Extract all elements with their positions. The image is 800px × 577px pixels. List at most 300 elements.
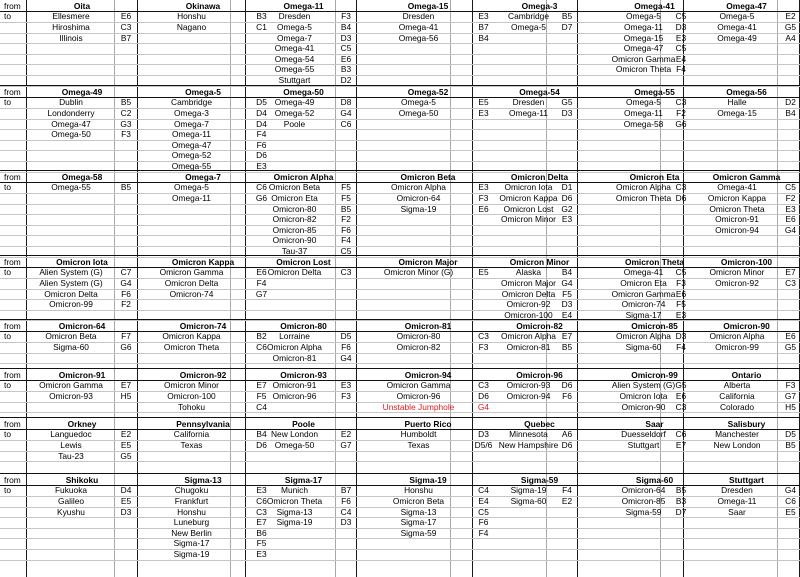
grid-coordinate[interactable]: C3 (256, 506, 267, 517)
grid-coordinate[interactable]: G4 (784, 224, 797, 235)
grid-coordinate[interactable]: F5 (562, 288, 572, 299)
destination-name[interactable]: New Hampshire (498, 439, 559, 450)
system-header[interactable]: Omicron Kappa (171, 256, 235, 267)
destination-name[interactable]: Sigma-59 (400, 527, 437, 538)
system-header[interactable]: Sigma-60 (635, 474, 674, 485)
destination-name[interactable]: Omega-55 (274, 64, 315, 75)
grid-coordinate[interactable]: E4 (675, 53, 687, 64)
system-header[interactable]: Ontario (731, 369, 762, 380)
grid-coordinate[interactable]: E6 (675, 288, 687, 299)
grid-coordinate[interactable]: E3 (256, 485, 267, 496)
grid-coordinate[interactable]: D3 (675, 21, 687, 32)
system-header[interactable]: Sigma-17 (284, 474, 323, 485)
destination-name[interactable]: Illinois (59, 32, 83, 43)
grid-coordinate[interactable]: F6 (478, 517, 489, 528)
destination-name[interactable]: Lewis (60, 439, 82, 450)
grid-coordinate[interactable]: B5 (340, 203, 352, 214)
grid-coordinate[interactable]: E3 (675, 32, 687, 43)
system-header[interactable]: Omicron-99 (631, 369, 678, 380)
destination-name[interactable]: Sigma-19 (510, 485, 547, 496)
system-header[interactable]: Omega-15 (407, 0, 449, 11)
grid-coordinate[interactable]: E4 (478, 495, 489, 506)
grid-coordinate[interactable]: C5 (675, 267, 687, 278)
destination-name[interactable]: Sigma-13 (276, 506, 313, 517)
grid-coordinate[interactable]: E5 (120, 495, 132, 506)
destination-name[interactable]: Omega-50 (51, 129, 91, 140)
destination-name[interactable]: Omicron Alpha (391, 182, 446, 193)
system-header[interactable]: Sigma-19 (409, 474, 447, 485)
grid-coordinate[interactable]: D8 (340, 97, 352, 108)
system-header[interactable]: Omicron-93 (280, 369, 327, 380)
grid-coordinate[interactable]: C5 (340, 245, 352, 256)
grid-coordinate[interactable]: D3 (561, 107, 573, 118)
grid-coordinate[interactable]: E3 (785, 203, 796, 214)
system-header[interactable]: Sigma-59 (520, 474, 559, 485)
system-header[interactable]: Omicron-64 (58, 320, 106, 331)
destination-name[interactable]: Omega-49 (717, 32, 757, 43)
grid-coordinate[interactable]: A4 (785, 32, 796, 43)
grid-coordinate[interactable]: G5 (784, 21, 797, 32)
grid-coordinate[interactable]: D6 (561, 439, 573, 450)
destination-name[interactable]: Unstable Jumphole (382, 401, 455, 412)
system-header[interactable]: Omicron-100 (720, 256, 773, 267)
grid-coordinate[interactable]: F5 (341, 192, 351, 203)
grid-coordinate[interactable]: E6 (675, 390, 687, 401)
grid-coordinate[interactable]: C7 (120, 267, 132, 278)
destination-name[interactable]: Omicron Minor (501, 214, 556, 225)
destination-name[interactable]: Ellesmere (52, 11, 90, 22)
destination-name[interactable]: Omega-5 (626, 11, 661, 22)
destination-name[interactable]: Omicron-74 (169, 288, 214, 299)
grid-coordinate[interactable]: D2 (785, 97, 796, 108)
grid-coordinate[interactable]: B5 (561, 11, 573, 22)
grid-coordinate[interactable]: C6 (256, 495, 267, 506)
destination-name[interactable]: Omicron-80 (396, 331, 441, 342)
grid-coordinate[interactable]: C5 (340, 43, 352, 54)
grid-coordinate[interactable]: E3 (478, 182, 489, 193)
grid-coordinate[interactable]: C3 (478, 380, 489, 391)
destination-name[interactable]: Halle (727, 97, 747, 108)
system-header[interactable]: Omicron-90 (723, 320, 770, 331)
destination-name[interactable]: Alaska (515, 267, 542, 278)
destination-name[interactable]: Poole (283, 118, 306, 129)
destination-name[interactable]: Alien System (G) (39, 277, 103, 288)
grid-coordinate[interactable]: B5 (561, 341, 573, 352)
destination-name[interactable]: Omicron Theta (266, 495, 323, 506)
system-header[interactable]: Omicron Theta (624, 256, 685, 267)
grid-coordinate[interactable]: E6 (256, 267, 267, 278)
system-header[interactable]: Omicron Alpha (273, 171, 334, 182)
grid-coordinate[interactable]: C6 (256, 341, 267, 352)
destination-name[interactable]: Omicron Minor (709, 267, 765, 278)
grid-coordinate[interactable]: D6 (561, 380, 573, 391)
grid-coordinate[interactable]: B7 (120, 32, 132, 43)
destination-name[interactable]: Omicron Beta (45, 331, 97, 342)
destination-name[interactable]: Lorraine (279, 331, 310, 342)
destination-name[interactable]: Omicron-85 (621, 495, 666, 506)
grid-coordinate[interactable]: E7 (675, 439, 687, 450)
grid-coordinate[interactable]: G5 (675, 380, 687, 391)
system-header[interactable]: Poole (292, 418, 315, 429)
destination-name[interactable]: Sigma-19 (276, 517, 313, 528)
grid-coordinate[interactable]: F3 (478, 192, 489, 203)
system-header[interactable]: Omega-47 (726, 0, 767, 11)
grid-coordinate[interactable]: G4 (784, 485, 797, 496)
destination-name[interactable]: Omega-5 (174, 182, 209, 193)
destination-name[interactable]: Omicron Theta (709, 203, 765, 214)
grid-coordinate[interactable]: B7 (340, 485, 352, 496)
destination-name[interactable]: Sigma-19 (173, 548, 210, 559)
system-header[interactable]: Omicron-94 (404, 369, 452, 380)
grid-coordinate[interactable]: B3 (675, 495, 687, 506)
destination-name[interactable]: Omega-11 (509, 107, 548, 118)
destination-name[interactable]: Omicron Gamma (611, 288, 676, 299)
destination-name[interactable]: Omicron Alpha (267, 341, 322, 352)
grid-coordinate[interactable]: F6 (121, 288, 131, 299)
grid-coordinate[interactable]: D3 (340, 517, 352, 528)
grid-coordinate[interactable]: G3 (120, 118, 132, 129)
destination-name[interactable]: Munich (281, 485, 308, 496)
grid-coordinate[interactable]: E6 (785, 214, 796, 225)
destination-name[interactable]: Omicron Delta (44, 288, 98, 299)
system-header[interactable]: Omicron Minor (509, 256, 570, 267)
grid-coordinate[interactable]: E3 (256, 548, 267, 559)
system-header[interactable]: Sigma-13 (184, 474, 222, 485)
grid-coordinate[interactable]: E7 (256, 517, 267, 528)
destination-name[interactable]: Duesseldorf (621, 429, 666, 440)
destination-name[interactable]: Omega-5 (277, 21, 312, 32)
destination-name[interactable]: Omicron-100 (167, 390, 216, 401)
destination-name[interactable]: Omicron-90 (621, 401, 666, 412)
grid-coordinate[interactable]: C3 (675, 182, 687, 193)
grid-coordinate[interactable]: F4 (478, 527, 489, 538)
grid-coordinate[interactable]: C3 (478, 331, 489, 342)
destination-name[interactable]: Dublin (59, 97, 83, 108)
destination-name[interactable]: Omega-55 (51, 182, 91, 193)
destination-name[interactable]: Omicron Delta (267, 267, 322, 278)
grid-coordinate[interactable]: G4 (477, 401, 490, 412)
grid-coordinate[interactable]: D4 (256, 118, 267, 129)
system-header[interactable]: Omega-49 (61, 86, 103, 97)
destination-name[interactable]: Omicron Delta (501, 288, 556, 299)
grid-coordinate[interactable]: E6 (478, 203, 489, 214)
destination-name[interactable]: Dresden (278, 11, 311, 22)
destination-name[interactable]: Tau-37 (281, 245, 308, 256)
system-header[interactable]: Omega-58 (61, 171, 103, 182)
grid-coordinate[interactable]: C3 (675, 401, 687, 412)
destination-name[interactable]: Omega-11 (717, 495, 757, 506)
destination-name[interactable]: Tohoku (177, 401, 205, 412)
destination-name[interactable]: Omicron-90 (272, 235, 317, 246)
grid-coordinate[interactable]: F4 (676, 341, 686, 352)
grid-coordinate[interactable]: C5 (675, 43, 687, 54)
destination-name[interactable]: Hiroshima (52, 21, 90, 32)
destination-name[interactable]: Omega-47 (623, 43, 664, 54)
destination-name[interactable]: Omega-7 (174, 118, 209, 129)
destination-name[interactable]: Omicron Kappa (707, 192, 767, 203)
system-header[interactable]: Omicron Beta (400, 171, 456, 182)
grid-coordinate[interactable]: E5 (478, 97, 489, 108)
destination-name[interactable]: Sigma-19 (400, 203, 437, 214)
destination-name[interactable]: Languedoc (50, 429, 92, 440)
grid-coordinate[interactable]: D3 (561, 299, 573, 310)
destination-name[interactable]: Sigma-17 (173, 538, 210, 549)
grid-coordinate[interactable]: G5 (561, 97, 573, 108)
destination-name[interactable]: Omicron-82 (272, 214, 317, 225)
grid-coordinate[interactable]: E3 (675, 309, 687, 320)
destination-name[interactable]: Omicron Beta (392, 495, 445, 506)
grid-coordinate[interactable]: E6 (785, 331, 796, 342)
destination-name[interactable]: Omicron-94 (506, 390, 551, 401)
system-header[interactable]: Omicron-80 (280, 320, 327, 331)
destination-name[interactable]: Omega-3 (174, 107, 209, 118)
grid-coordinate[interactable]: G7 (340, 439, 352, 450)
grid-coordinate[interactable]: D3 (340, 32, 352, 43)
system-header[interactable]: Omicron Gamma (712, 171, 781, 182)
destination-name[interactable]: Dresden (402, 11, 435, 22)
destination-name[interactable]: Omega-7 (277, 32, 312, 43)
grid-coordinate[interactable]: A6 (561, 429, 573, 440)
grid-coordinate[interactable]: E5 (478, 267, 489, 278)
grid-coordinate[interactable]: F3 (676, 277, 686, 288)
destination-name[interactable]: Cambridge (508, 11, 549, 22)
grid-coordinate[interactable]: C4 (256, 401, 267, 412)
destination-name[interactable]: Omega-11 (172, 129, 211, 140)
grid-coordinate[interactable]: F3 (121, 129, 131, 140)
destination-name[interactable]: Tau-23 (58, 450, 84, 461)
system-header[interactable]: Omega-5 (185, 86, 221, 97)
system-header[interactable]: Omicron-85 (631, 320, 678, 331)
destination-name[interactable]: Omega-54 (274, 53, 315, 64)
grid-coordinate[interactable]: F3 (785, 380, 796, 391)
destination-name[interactable]: Cambridge (171, 97, 212, 108)
system-header[interactable]: Shikoku (65, 474, 99, 485)
grid-coordinate[interactable]: F2 (341, 214, 351, 225)
system-header[interactable]: Omega-41 (634, 0, 675, 11)
destination-name[interactable]: Nagano (176, 21, 207, 32)
system-header[interactable]: Omega-7 (185, 171, 221, 182)
destination-name[interactable]: Sigma-17 (625, 309, 662, 320)
grid-coordinate[interactable]: C3 (675, 97, 687, 108)
grid-coordinate[interactable]: F5 (341, 182, 351, 193)
grid-coordinate[interactable]: C2 (120, 107, 132, 118)
grid-coordinate[interactable]: D4 (120, 485, 132, 496)
system-header[interactable]: Oita (73, 0, 91, 11)
destination-name[interactable]: Omicron Eta (620, 277, 667, 288)
grid-coordinate[interactable]: F3 (478, 341, 489, 352)
grid-coordinate[interactable]: C3 (785, 277, 796, 288)
grid-coordinate[interactable]: B5 (785, 439, 796, 450)
destination-name[interactable]: Omicron-99 (715, 341, 759, 352)
grid-coordinate[interactable]: H5 (785, 401, 796, 412)
destination-name[interactable]: Dresden (512, 97, 545, 108)
grid-coordinate[interactable]: D6 (256, 150, 267, 161)
system-header[interactable]: Omicron-92 (179, 369, 227, 380)
destination-name[interactable]: Galileo (57, 495, 85, 506)
grid-coordinate[interactable]: F4 (676, 64, 686, 75)
system-header[interactable]: Omega-54 (519, 86, 560, 97)
destination-name[interactable]: Omega-52 (171, 150, 212, 161)
grid-coordinate[interactable]: G4 (120, 277, 132, 288)
grid-coordinate[interactable]: D5 (785, 429, 796, 440)
destination-name[interactable]: Omega-41 (274, 43, 315, 54)
destination-name[interactable]: Omicron Beta (268, 182, 321, 193)
system-header[interactable]: Omicron-81 (404, 320, 452, 331)
destination-name[interactable]: Omicron Theta (615, 192, 672, 203)
destination-name[interactable]: Omicron Kappa (499, 192, 558, 203)
destination-name[interactable]: California (719, 390, 755, 401)
grid-coordinate[interactable]: F6 (256, 139, 267, 150)
grid-coordinate[interactable]: E2 (120, 429, 132, 440)
grid-coordinate[interactable]: B5 (120, 97, 132, 108)
grid-coordinate[interactable]: G6 (255, 192, 268, 203)
destination-name[interactable]: Omicron Eta (271, 192, 318, 203)
destination-name[interactable]: Sigma-17 (400, 517, 437, 528)
destination-name[interactable]: Omicron-81 (506, 341, 551, 352)
grid-coordinate[interactable]: E3 (561, 214, 573, 225)
destination-name[interactable]: Minnesota (509, 429, 548, 440)
grid-coordinate[interactable]: B2 (256, 331, 267, 342)
destination-name[interactable]: Omicron-99 (49, 299, 93, 310)
destination-name[interactable]: Chugoku (174, 485, 209, 496)
destination-name[interactable]: Omega-41 (623, 267, 664, 278)
destination-name[interactable]: Alien System (G) (39, 267, 103, 278)
destination-name[interactable]: Sigma-60 (510, 495, 547, 506)
destination-name[interactable]: Omega-49 (274, 97, 315, 108)
grid-coordinate[interactable]: B4 (340, 21, 352, 32)
system-header[interactable]: Omicron Eta (629, 171, 680, 182)
destination-name[interactable]: Fukuoka (54, 485, 88, 496)
destination-name[interactable]: Omega-11 (624, 107, 663, 118)
destination-name[interactable]: Omicron-81 (272, 352, 317, 363)
system-header[interactable]: Omicron Lost (276, 256, 331, 267)
grid-coordinate[interactable]: G7 (255, 288, 268, 299)
grid-coordinate[interactable]: C1 (256, 21, 267, 32)
destination-name[interactable]: Omega-47 (51, 118, 91, 129)
grid-coordinate[interactable]: F5 (676, 299, 686, 310)
grid-coordinate[interactable]: F5 (256, 538, 267, 549)
system-header[interactable]: Quebec (524, 418, 555, 429)
grid-coordinate[interactable]: B4 (785, 107, 796, 118)
grid-coordinate[interactable]: G6 (675, 118, 687, 129)
destination-name[interactable]: Alberta (723, 380, 751, 391)
destination-name[interactable]: Omicron Gamma (39, 380, 103, 391)
destination-name[interactable]: Kyushu (57, 506, 85, 517)
destination-name[interactable]: Omega-52 (274, 107, 315, 118)
grid-coordinate[interactable]: F2 (121, 299, 131, 310)
grid-coordinate[interactable]: G5 (784, 341, 797, 352)
grid-coordinate[interactable]: D3 (675, 331, 687, 342)
destination-name[interactable]: Sigma-13 (400, 506, 437, 517)
destination-name[interactable]: New London (713, 439, 761, 450)
grid-coordinate[interactable]: F2 (785, 192, 796, 203)
grid-coordinate[interactable]: D5/6 (474, 439, 493, 450)
destination-name[interactable]: Omicron-91 (272, 380, 317, 391)
destination-name[interactable]: Colorado (720, 401, 754, 412)
grid-coordinate[interactable]: E4 (561, 309, 573, 320)
destination-name[interactable]: Omega-15 (623, 32, 664, 43)
grid-coordinate[interactable]: D6 (478, 390, 489, 401)
destination-name[interactable]: Omicron Gamma (611, 53, 676, 64)
grid-coordinate[interactable]: F5 (256, 390, 267, 401)
destination-name[interactable]: Omicron-100 (504, 309, 553, 320)
destination-name[interactable]: Dresden (721, 485, 753, 496)
destination-name[interactable]: Omicron Alpha (616, 182, 671, 193)
grid-coordinate[interactable]: G5 (120, 450, 132, 461)
grid-coordinate[interactable]: C4 (340, 506, 352, 517)
destination-name[interactable]: Stuttgart (278, 74, 311, 85)
system-header[interactable]: Omega-50 (283, 86, 324, 97)
grid-coordinate[interactable]: F7 (121, 331, 131, 342)
destination-name[interactable]: New London (270, 429, 319, 440)
system-header[interactable]: Omicron Iota (56, 256, 108, 267)
grid-coordinate[interactable]: B4 (478, 32, 489, 43)
grid-coordinate[interactable]: G6 (120, 341, 132, 352)
grid-coordinate[interactable]: C3 (120, 21, 132, 32)
destination-name[interactable]: Omicron-91 (715, 214, 759, 225)
destination-name[interactable]: Omicron Gamma (159, 267, 224, 278)
grid-coordinate[interactable]: E5 (785, 506, 796, 517)
destination-name[interactable]: Omicron-96 (396, 390, 441, 401)
grid-coordinate[interactable]: F6 (341, 224, 351, 235)
grid-coordinate[interactable]: D4 (256, 107, 267, 118)
grid-coordinate[interactable]: D3 (120, 506, 132, 517)
system-header[interactable]: Omicron-82 (516, 320, 563, 331)
grid-coordinate[interactable]: E7 (256, 380, 267, 391)
grid-coordinate[interactable]: B4 (561, 267, 573, 278)
grid-coordinate[interactable]: D1 (561, 182, 573, 193)
destination-name[interactable]: Omicron-74 (621, 299, 666, 310)
grid-coordinate[interactable]: G4 (561, 277, 573, 288)
destination-name[interactable]: Omicron-64 (621, 485, 666, 496)
destination-name[interactable]: Omicron-93 (49, 390, 93, 401)
grid-coordinate[interactable]: D6 (256, 439, 267, 450)
grid-coordinate[interactable]: D7 (675, 506, 687, 517)
destination-name[interactable]: Omicron Theta (163, 341, 220, 352)
destination-name[interactable]: Sigma-59 (625, 506, 662, 517)
grid-coordinate[interactable]: D5 (256, 97, 267, 108)
destination-name[interactable]: Omega-5 (511, 21, 546, 32)
system-header[interactable]: Omicron Major (398, 256, 458, 267)
destination-name[interactable]: Omega-5 (719, 11, 755, 22)
grid-coordinate[interactable]: C6 (340, 118, 352, 129)
grid-coordinate[interactable]: E7 (785, 267, 796, 278)
destination-name[interactable]: Omega-55 (171, 160, 212, 171)
grid-coordinate[interactable]: G2 (561, 203, 573, 214)
destination-name[interactable]: Omicron-96 (272, 390, 317, 401)
destination-name[interactable]: Omicron-92 (506, 299, 551, 310)
grid-coordinate[interactable]: D2 (340, 74, 352, 85)
system-header[interactable]: Omega-55 (634, 86, 675, 97)
system-header[interactable]: Omega-11 (283, 0, 324, 11)
destination-name[interactable]: Omega-50 (398, 107, 439, 118)
grid-coordinate[interactable]: C5 (785, 182, 796, 193)
destination-name[interactable]: Omicron Minor (164, 380, 219, 391)
destination-name[interactable]: Omicron Kappa (162, 331, 221, 342)
destination-name[interactable]: Omicron Major (501, 277, 556, 288)
grid-coordinate[interactable]: H5 (120, 390, 132, 401)
destination-name[interactable]: Alien System (G) (611, 380, 676, 391)
destination-name[interactable]: California (173, 429, 210, 440)
system-header[interactable]: Omicron-74 (179, 320, 227, 331)
grid-coordinate[interactable]: F6 (341, 341, 351, 352)
destination-name[interactable]: Texas (180, 439, 203, 450)
destination-name[interactable]: Sigma-60 (53, 341, 89, 352)
destination-name[interactable]: Omicron Iota (619, 390, 668, 401)
grid-coordinate[interactable]: B3 (256, 11, 267, 22)
destination-name[interactable]: Sigma-60 (625, 341, 662, 352)
grid-coordinate[interactable]: D6 (561, 192, 573, 203)
